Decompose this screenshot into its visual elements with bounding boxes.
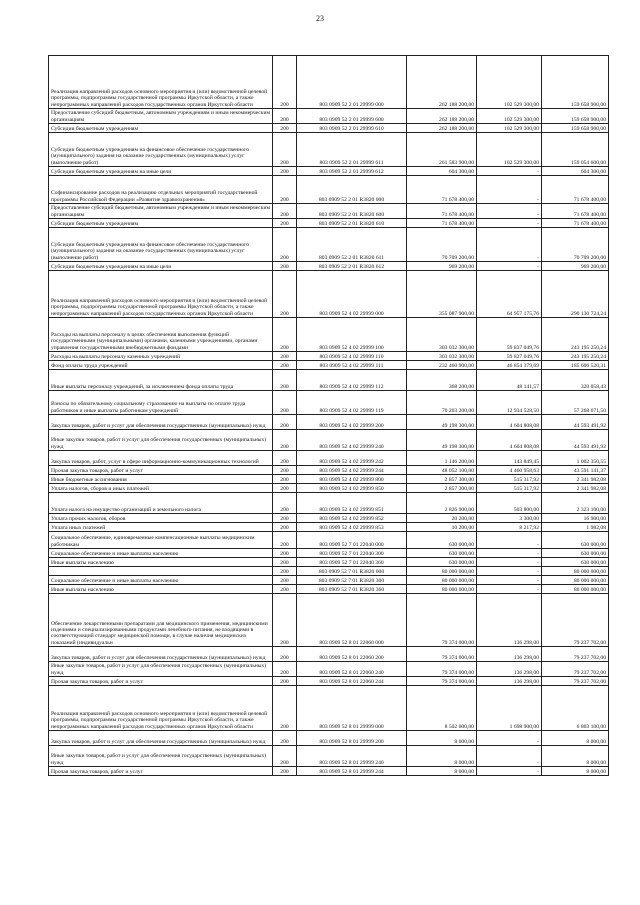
row-plan: 261 583 900,00 (407, 133, 477, 167)
row-plan: 20 200,00 (407, 514, 477, 523)
row-rest: 8 000,00 (542, 767, 609, 776)
row-exec: 136 298,00 (477, 594, 542, 647)
row-exec: - (477, 176, 542, 204)
row-exec: 136 298,00 (477, 677, 542, 686)
row-csr: 803 0909 52 7 01 R3820 000 (297, 567, 407, 576)
row-csr: 803 0909 52 2 01 R3820 612 (297, 262, 407, 271)
row-exec: - (477, 549, 542, 558)
row-name: Закупка товаров, работ и услуг для обеспечения государственных (муниципальных) нужд (49, 415, 273, 430)
table-body (49, 56, 609, 776)
row-code: 200 (273, 567, 297, 576)
row-csr: 803 0909 52 2 01 R3820 000 (297, 176, 407, 204)
row-code: 200 (273, 262, 297, 271)
row-exec: - (477, 262, 542, 271)
row-plan: 8 502 000,00 (407, 686, 477, 731)
row-rest: 320 058,43 (542, 370, 609, 391)
row-code: 200 (273, 176, 297, 204)
row-code: 200 (273, 594, 297, 647)
row-csr: 803 0909 52 7 01 22040 300 (297, 549, 407, 558)
table-row (49, 430, 609, 451)
row-name: Закупка товаров, работ и услуг для обеспечения государственных (муниципальных) нужд (49, 731, 273, 746)
row-rest: 630 000,00 (542, 532, 609, 549)
table-row (49, 109, 609, 124)
row-plan: 71 678 400,00 (407, 219, 477, 228)
table-row (49, 731, 609, 746)
row-name: Иные выплаты персоналу учреждений, за исключением фонда оплаты труда (49, 370, 273, 391)
row-csr: 803 0909 52 8 01 22060 000 (297, 594, 407, 647)
row-plan: 8 000,00 (407, 731, 477, 746)
row-rest: 1 982,08 (542, 523, 609, 532)
row-csr: 803 0909 52 2 01 29999 000 (297, 56, 407, 109)
row-csr: 803 0909 52 7 01 22040 360 (297, 558, 407, 567)
row-code: 200 (273, 532, 297, 549)
row-name: Софинансирование расходов на реализацию отдельных мероприятий государственной программы Российской Федерации «Развитие здравоохранения» (49, 176, 273, 204)
row-exec: 136 298,00 (477, 647, 542, 662)
row-csr: 803 0909 52 2 01 29999 612 (297, 167, 407, 176)
row-rest: 43 591 141,37 (542, 466, 609, 475)
row-name: Обеспечение лекарственными препаратами для медицинского применения, медицинскими изделиями и специализированными продуктами лечебного питания, не входящими в соответствующий стандарт медицинской помощи, в случае наличия медицинских показаний (индивидуальн (49, 594, 273, 647)
row-name: Иные бюджетные ассигнования (49, 475, 273, 484)
row-exec: 59 837 049,76 (477, 352, 542, 361)
row-plan: 10 200,00 (407, 523, 477, 532)
row-code: 200 (273, 415, 297, 430)
row-name: Субсидии бюджетным учреждениям на финансовое обеспечение государственного (муниципального) задания на оказание государственных (муниципальных) услуг (выполнение работ) (49, 228, 273, 262)
row-code: 200 (273, 109, 297, 124)
row-plan: 48 052 100,00 (407, 466, 477, 475)
row-csr: 803 0909 52 4 02 29999 850 (297, 484, 407, 493)
row-exec: 102 529 300,00 (477, 133, 542, 167)
row-exec: - (477, 167, 542, 176)
row-rest: 70 709 200,00 (542, 228, 609, 262)
row-exec: - (477, 585, 542, 594)
row-code: 200 (273, 204, 297, 219)
row-code: 200 (273, 662, 297, 677)
row-csr: 803 0909 52 4 02 29999 100 (297, 318, 407, 352)
row-rest: 290 130 724,24 (542, 271, 609, 318)
row-exec: - (477, 567, 542, 576)
row-plan: 630 000,00 (407, 558, 477, 567)
row-csr: 803 0909 52 4 02 29999 800 (297, 475, 407, 484)
row-name: Субсидии бюджетным учреждениям на финансовое обеспечение государственного (муниципального) задания на оказание государственных (муниципальных) услуг (выполнение работ) (49, 133, 273, 167)
table-row (49, 549, 609, 558)
row-csr: 803 0909 52 8 01 29999 000 (297, 686, 407, 731)
row-code: 200 (273, 514, 297, 523)
row-exec: 3 300,00 (477, 514, 542, 523)
row-plan: 355 087 900,00 (407, 271, 477, 318)
row-exec: 64 957 175,76 (477, 271, 542, 318)
row-code: 200 (273, 219, 297, 228)
row-exec: 4 604 808,08 (477, 430, 542, 451)
row-csr: 803 0909 52 8 01 29999 200 (297, 731, 407, 746)
table-row (49, 686, 609, 731)
row-exec: 48 141,57 (477, 370, 542, 391)
row-name: Предоставление субсидий бюджетным, автономным учреждениям и иным некоммерческим организациям (49, 109, 273, 124)
row-name: Субсидии бюджетным учреждениям (49, 124, 273, 133)
row-name: Иные выплаты населению (49, 558, 273, 567)
row-name (49, 567, 273, 576)
row-exec: 102 529 300,00 (477, 109, 542, 124)
table-row (49, 133, 609, 167)
row-rest: 2 341 982,08 (542, 484, 609, 493)
row-plan: 70 709 200,00 (407, 228, 477, 262)
row-exec: 1 698 900,00 (477, 686, 542, 731)
row-code: 200 (273, 767, 297, 776)
row-plan: 79 374 000,00 (407, 647, 477, 662)
row-rest: 79 237 702,00 (542, 647, 609, 662)
row-plan: 8 000,00 (407, 767, 477, 776)
row-name: Уплата иных платежей (49, 523, 273, 532)
row-exec: - (477, 532, 542, 549)
row-code: 200 (273, 133, 297, 167)
row-name: Субсидии бюджетным учреждениям на иные цели (49, 262, 273, 271)
row-exec: 102 529 300,00 (477, 124, 542, 133)
row-plan: 604 300,00 (407, 167, 477, 176)
row-name: Иные выплаты населению (49, 585, 273, 594)
page-number: 23 (316, 14, 324, 23)
row-rest: 159 658 900,00 (542, 124, 609, 133)
table-row (49, 415, 609, 430)
row-csr: 803 0909 52 7 01 R3820 300 (297, 576, 407, 585)
row-rest: 44 593 491,92 (542, 415, 609, 430)
row-csr: 803 0909 52 7 01 22040 000 (297, 532, 407, 549)
table-row (49, 318, 609, 352)
row-name: Фонд оплаты труда учреждений (49, 361, 273, 370)
row-rest: 80 000 000,00 (542, 585, 609, 594)
row-plan: 49 198 300,00 (407, 415, 477, 430)
row-exec: 8 217,92 (477, 523, 542, 532)
table-row (49, 677, 609, 686)
table-row (49, 576, 609, 585)
row-plan: 80 000 000,00 (407, 576, 477, 585)
row-code: 200 (273, 585, 297, 594)
row-rest: 8 000,00 (542, 746, 609, 767)
row-name: Прочая закупка товаров, работ и услуг (49, 767, 273, 776)
row-exec: 59 837 049,76 (477, 318, 542, 352)
row-csr: 803 0909 52 2 01 R3820 600 (297, 204, 407, 219)
row-name: Иные закупки товаров, работ и услуг для обеспечения государственных (муниципальных) нужд (49, 430, 273, 451)
row-plan: 79 374 000,00 (407, 594, 477, 647)
row-csr: 803 0909 52 4 02 29999 242 (297, 451, 407, 466)
row-rest: 79 237 702,00 (542, 594, 609, 647)
row-csr: 803 0909 52 2 01 R3820 610 (297, 219, 407, 228)
row-name: Реализация направлений расходов основного мероприятия и (или) ведомственной целевой программы, подпрограммы государственной программы Иркутской области, а также непрограммных направлений расходов государственных органов Иркутской области (49, 686, 273, 731)
row-name: Предоставление субсидий бюджетным, автономным учреждениям и иным некоммерческим организациям (49, 204, 273, 219)
row-exec: 143 849,45 (477, 451, 542, 466)
row-plan: 262 188 200,00 (407, 56, 477, 109)
table-row (49, 585, 609, 594)
row-code: 200 (273, 430, 297, 451)
row-name: Уплата налога на имущество организаций и земельного налога (49, 493, 273, 514)
row-code: 200 (273, 352, 297, 361)
row-exec: - (477, 219, 542, 228)
row-rest: 2 341 982,08 (542, 475, 609, 484)
row-plan: 79 374 000,00 (407, 662, 477, 677)
table-row (49, 484, 609, 493)
table-row (49, 262, 609, 271)
row-csr: 803 0909 52 8 01 22060 240 (297, 662, 407, 677)
row-exec: - (477, 576, 542, 585)
row-rest: 57 268 671,50 (542, 391, 609, 415)
table-row (49, 56, 609, 109)
row-csr: 803 0909 52 8 01 29999 244 (297, 767, 407, 776)
table-row (49, 514, 609, 523)
row-plan: 630 000,00 (407, 532, 477, 549)
row-csr: 803 0909 52 4 02 29999 112 (297, 370, 407, 391)
row-plan: 262 188 200,00 (407, 109, 477, 124)
row-exec: - (477, 731, 542, 746)
table-row (49, 219, 609, 228)
table-row (49, 594, 609, 647)
row-plan: 2 826 900,00 (407, 493, 477, 514)
table-row (49, 352, 609, 361)
row-rest: 6 803 100,00 (542, 686, 609, 731)
row-exec: 136 298,00 (477, 662, 542, 677)
row-code: 200 (273, 56, 297, 109)
table-row (49, 451, 609, 466)
row-csr: 803 0909 52 4 02 29999 110 (297, 352, 407, 361)
row-csr: 803 0909 52 2 01 29999 611 (297, 133, 407, 167)
row-exec: - (477, 746, 542, 767)
row-plan: 969 200,00 (407, 262, 477, 271)
row-code: 200 (273, 391, 297, 415)
table-row (49, 532, 609, 549)
table-row (49, 370, 609, 391)
row-name: Субсидии бюджетным учреждениям на иные цели (49, 167, 273, 176)
row-code: 200 (273, 228, 297, 262)
row-csr: 803 0909 52 4 02 29999 240 (297, 430, 407, 451)
row-csr: 803 0909 52 8 01 22060 244 (297, 677, 407, 686)
row-code: 200 (273, 493, 297, 514)
row-csr: 803 0909 52 2 01 29999 600 (297, 109, 407, 124)
row-rest: 44 593 491,92 (542, 430, 609, 451)
row-exec: 503 800,00 (477, 493, 542, 514)
row-plan: 71 678 400,00 (407, 176, 477, 204)
row-name: Реализация направлений расходов основного мероприятия и (или) ведомственной целевой программы, подпрограммы государственной программы Иркутской области, а также непрограммных направлений расходов государственных органов Иркутской области (49, 56, 273, 109)
row-rest: 71 678 400,00 (542, 219, 609, 228)
row-plan: 71 678 400,00 (407, 204, 477, 219)
row-csr: 803 0909 52 4 02 29999 852 (297, 514, 407, 523)
row-code: 200 (273, 124, 297, 133)
table-row (49, 466, 609, 475)
table-row (49, 493, 609, 514)
table-row (49, 523, 609, 532)
row-plan: 368 200,00 (407, 370, 477, 391)
budget-execution-table (48, 55, 609, 776)
row-rest: 969 200,00 (542, 262, 609, 271)
table-row (49, 662, 609, 677)
row-code: 200 (273, 647, 297, 662)
row-name: Прочая закупка товаров, работ и услуг (49, 677, 273, 686)
row-rest: 71 678 400,00 (542, 176, 609, 204)
row-code: 200 (273, 361, 297, 370)
row-rest: 71 678 400,00 (542, 204, 609, 219)
row-rest: 159 054 600,00 (542, 133, 609, 167)
row-rest: 8 000,00 (542, 731, 609, 746)
row-exec: 12 934 528,50 (477, 391, 542, 415)
row-code: 200 (273, 167, 297, 176)
row-code: 200 (273, 318, 297, 352)
row-csr: 803 0909 52 4 02 29999 244 (297, 466, 407, 475)
row-csr: 803 0909 52 7 01 R3820 360 (297, 585, 407, 594)
row-name: Закупка товаров, работ, услуг в сфере информационно-коммуникационных технологий (49, 451, 273, 466)
row-rest: 630 000,00 (542, 558, 609, 567)
row-exec: 515 317,92 (477, 475, 542, 484)
row-code: 200 (273, 677, 297, 686)
row-name: Социальное обеспечение и иные выплаты населению (49, 549, 273, 558)
table-row (49, 228, 609, 262)
row-rest: 630 000,00 (542, 549, 609, 558)
row-plan: 2 857 300,00 (407, 475, 477, 484)
row-plan: 303 032 300,00 (407, 352, 477, 361)
row-exec: 4 604 808,08 (477, 415, 542, 430)
row-exec: 515 317,92 (477, 484, 542, 493)
row-exec: - (477, 228, 542, 262)
row-plan: 70 203 200,00 (407, 391, 477, 415)
row-rest: 79 237 702,00 (542, 662, 609, 677)
table-row (49, 391, 609, 415)
table-row (49, 167, 609, 176)
row-name: Взносы по обязательному социальному страхованию на выплаты по оплате труда работников и иные выплаты работникам учреждений (49, 391, 273, 415)
row-csr: 803 0909 52 4 02 29999 000 (297, 271, 407, 318)
row-exec: - (477, 558, 542, 567)
row-name: Расходы на выплаты персоналу казенных учреждений (49, 352, 273, 361)
table-row (49, 271, 609, 318)
row-plan: 630 000,00 (407, 549, 477, 558)
row-code: 200 (273, 746, 297, 767)
row-plan: 8 000,00 (407, 746, 477, 767)
row-plan: 49 198 300,00 (407, 430, 477, 451)
table-row (49, 647, 609, 662)
table-row (49, 361, 609, 370)
row-code: 200 (273, 466, 297, 475)
row-rest: 243 195 250,24 (542, 318, 609, 352)
row-name: Прочая закупка товаров, работ и услуг (49, 466, 273, 475)
row-exec: 46 854 379,69 (477, 361, 542, 370)
row-rest: 243 195 250,24 (542, 352, 609, 361)
row-rest: 2 323 100,00 (542, 493, 609, 514)
table-row (49, 746, 609, 767)
row-csr: 803 0909 52 4 02 29999 853 (297, 523, 407, 532)
table-row (49, 558, 609, 567)
row-code: 200 (273, 475, 297, 484)
row-name: Субсидии бюджетным учреждениям (49, 219, 273, 228)
row-code: 200 (273, 271, 297, 318)
row-csr: 803 0909 52 4 02 29999 111 (297, 361, 407, 370)
row-rest: 80 000 000,00 (542, 576, 609, 585)
row-csr: 803 0909 52 4 02 29999 200 (297, 415, 407, 430)
table-row (49, 204, 609, 219)
row-code: 200 (273, 549, 297, 558)
row-csr: 803 0909 52 8 01 29999 240 (297, 746, 407, 767)
row-name: Социальное обеспечение и иные выплаты населению (49, 576, 273, 585)
row-code: 200 (273, 731, 297, 746)
row-rest: 604 300,00 (542, 167, 609, 176)
row-name: Уплата налогов, сборов и иных платежей (49, 484, 273, 493)
row-rest: 80 000 000,00 (542, 567, 609, 576)
row-plan: 303 032 300,00 (407, 318, 477, 352)
row-name: Иные закупки товаров, работ и услуг для обеспечения государственных (муниципальных) нужд (49, 746, 273, 767)
row-code: 200 (273, 576, 297, 585)
table-row (49, 767, 609, 776)
row-code: 200 (273, 686, 297, 731)
row-code: 200 (273, 484, 297, 493)
row-code: 200 (273, 523, 297, 532)
row-plan: 1 146 200,00 (407, 451, 477, 466)
table-row (49, 124, 609, 133)
table-row (49, 475, 609, 484)
row-plan: 232 460 900,00 (407, 361, 477, 370)
table-row (49, 176, 609, 204)
row-rest: 1 002 350,55 (542, 451, 609, 466)
row-plan: 80 000 000,00 (407, 585, 477, 594)
row-csr: 803 0909 52 4 02 29999 119 (297, 391, 407, 415)
row-name: Иные закупки товаров, работ и услуг для обеспечения государственных (муниципальных) нужд (49, 662, 273, 677)
row-rest: 159 658 900,00 (542, 56, 609, 109)
row-code: 200 (273, 370, 297, 391)
row-exec: - (477, 767, 542, 776)
row-rest: 185 606 520,31 (542, 361, 609, 370)
row-plan: 79 374 000,00 (407, 677, 477, 686)
row-plan: 80 000 000,00 (407, 567, 477, 576)
row-name: Закупка товаров, работ и услуг для обеспечения государственных (муниципальных) нужд (49, 647, 273, 662)
row-plan: 262 188 200,00 (407, 124, 477, 133)
row-plan: 2 857 300,00 (407, 484, 477, 493)
row-exec: 102 529 300,00 (477, 56, 542, 109)
row-csr: 803 0909 52 8 01 22060 200 (297, 647, 407, 662)
row-csr: 803 0909 52 2 01 29999 610 (297, 124, 407, 133)
row-exec: 4 460 958,63 (477, 466, 542, 475)
row-name: Расходы на выплаты персоналу в целях обеспечения выполнения функций государственными (муниципальными) органами, казенными учреждениями, органами управления государственными внебюджетными фондами (49, 318, 273, 352)
row-name: Уплата прочих налогов, сборов (49, 514, 273, 523)
row-csr: 803 0909 52 4 02 29999 851 (297, 493, 407, 514)
row-rest: 16 900,00 (542, 514, 609, 523)
row-name: Социальное обеспечение, единовременные компенсационные выплаты медицинским работникам (49, 532, 273, 549)
row-name: Реализация направлений расходов основного мероприятия и (или) ведомственной целевой программы, подпрограммы государственной программы Иркутской области, а также непрограммных направлений расходов государственных органов Иркутской области (49, 271, 273, 318)
row-csr: 803 0909 52 2 01 R3820 611 (297, 228, 407, 262)
table-row (49, 567, 609, 576)
row-exec: - (477, 204, 542, 219)
row-code: 200 (273, 558, 297, 567)
row-code: 200 (273, 451, 297, 466)
row-rest: 79 237 702,00 (542, 677, 609, 686)
row-rest: 159 658 900,00 (542, 109, 609, 124)
